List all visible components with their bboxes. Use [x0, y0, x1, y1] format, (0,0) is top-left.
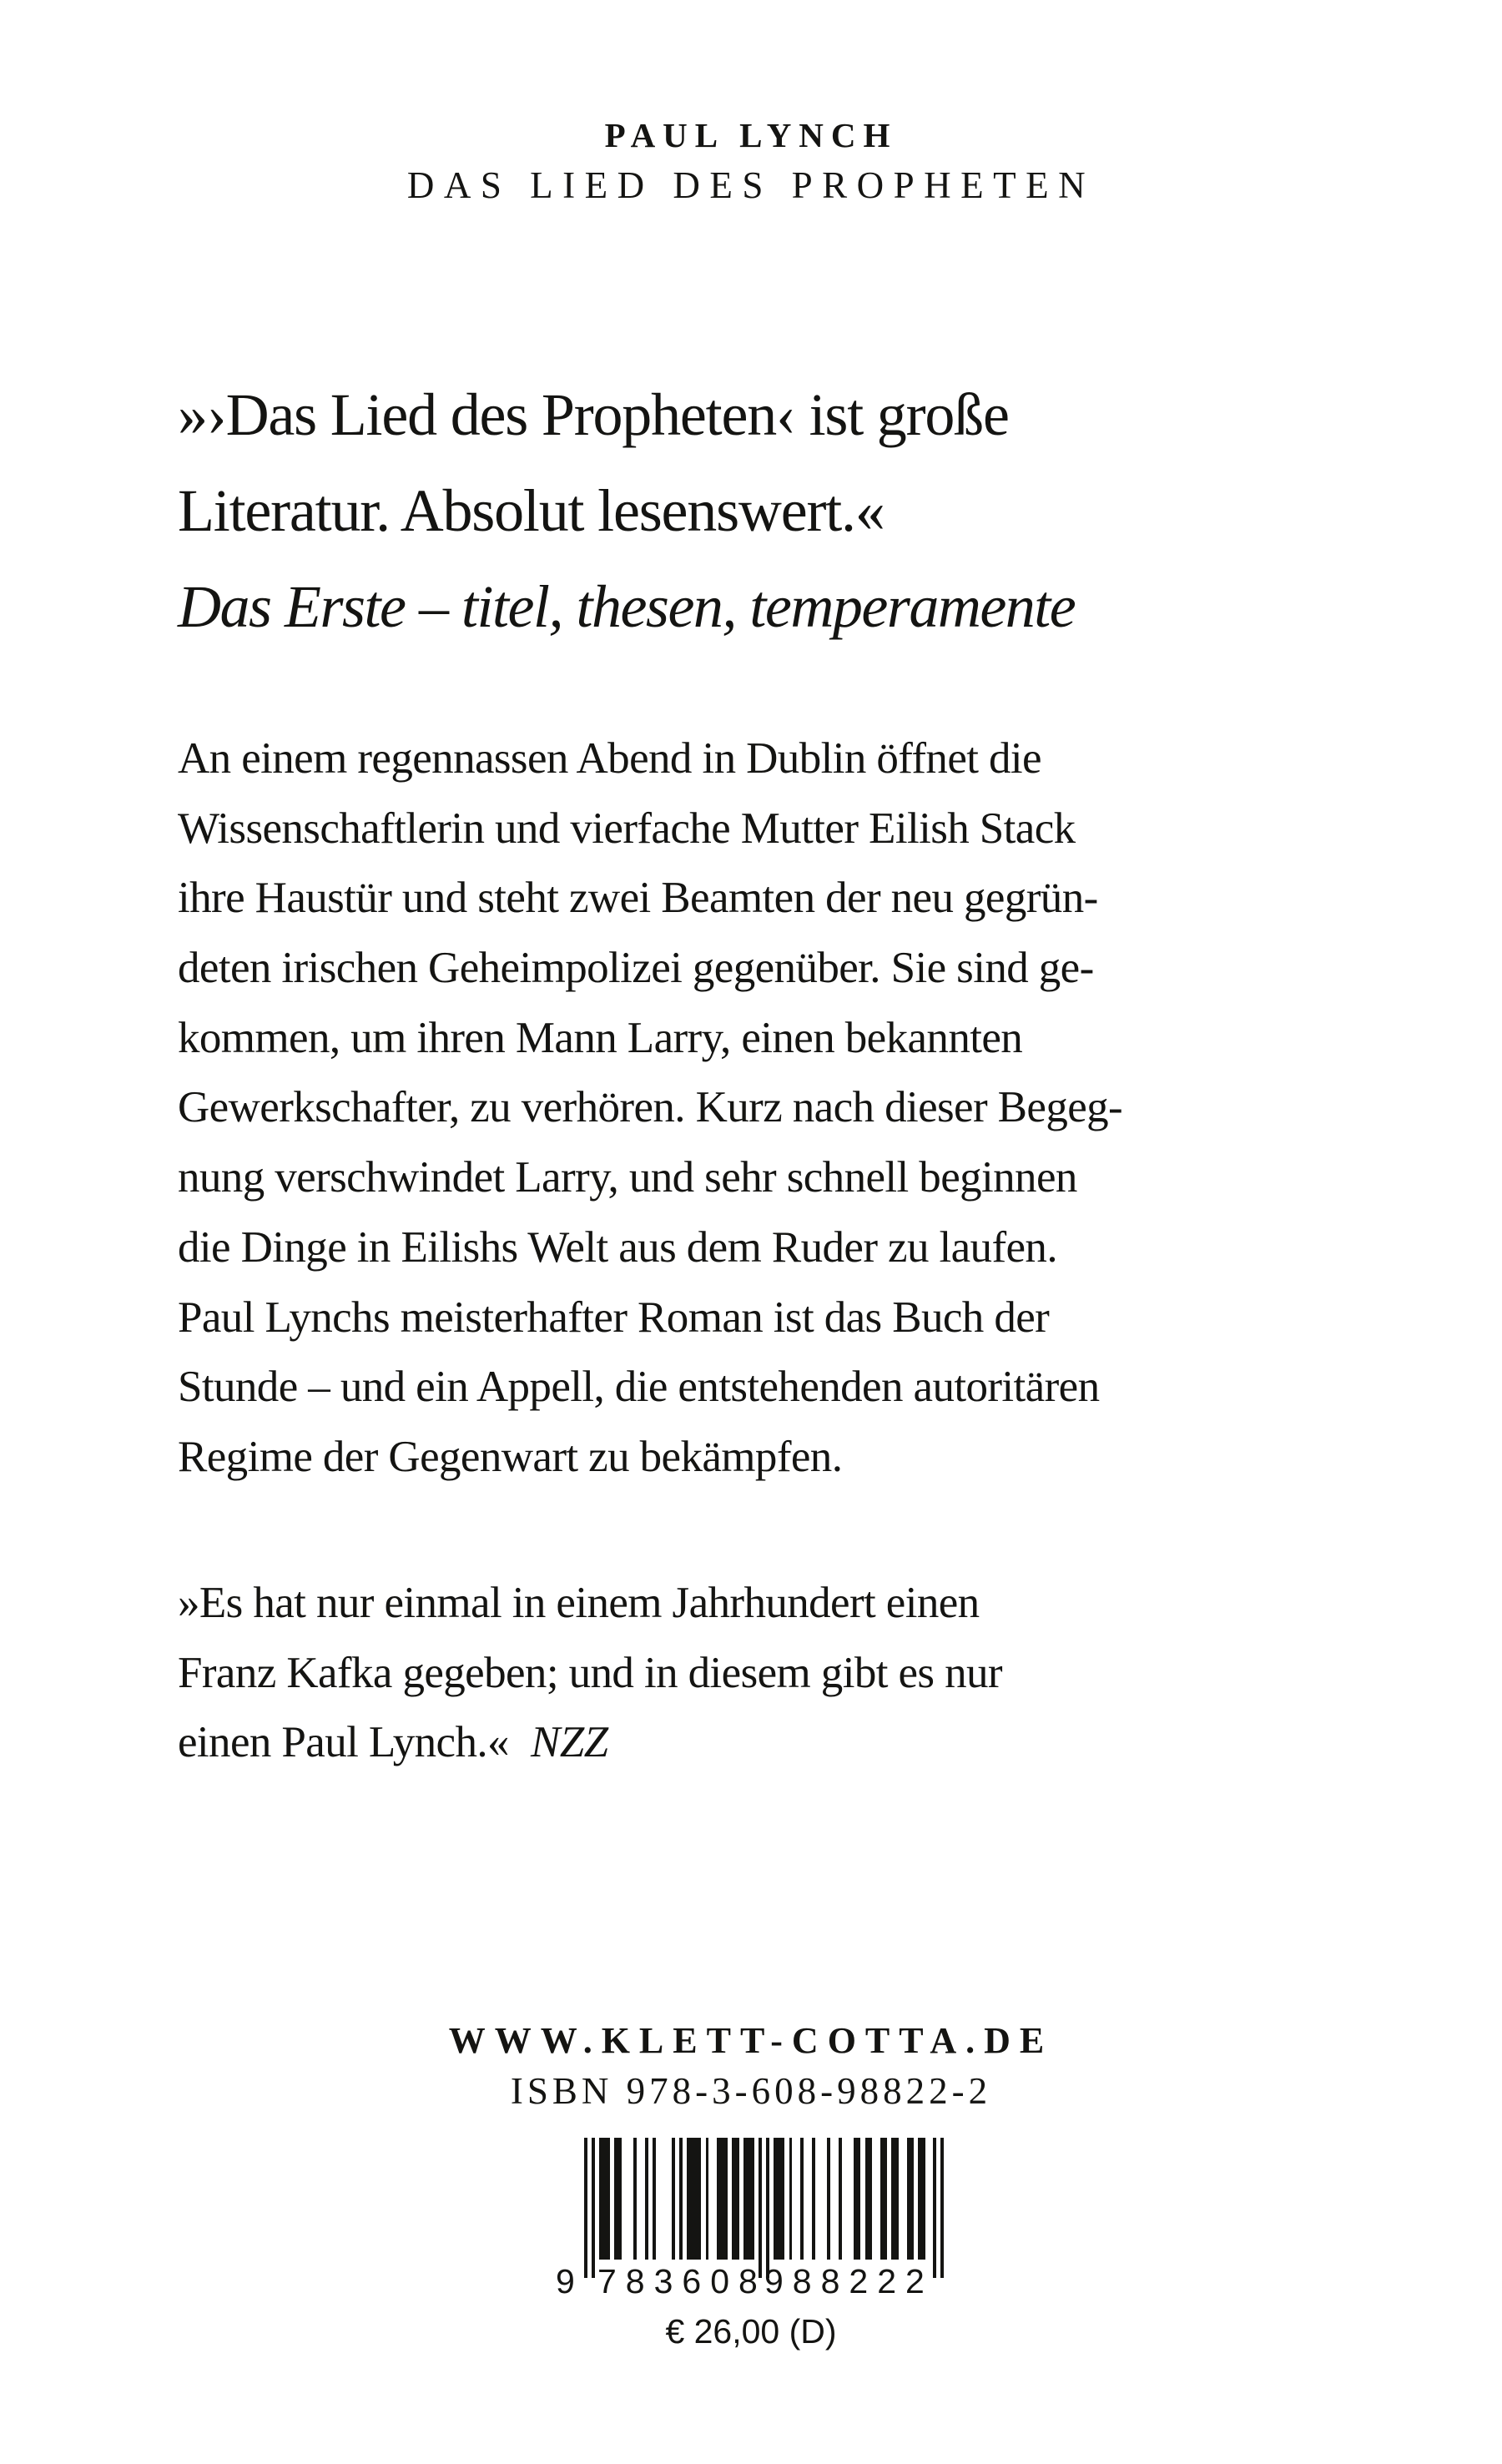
barcode-bar [839, 2138, 842, 2260]
synopsis-line: Wissenschaftlerin und vierfache Mutter Eilish Stack [178, 804, 1076, 853]
barcode-bar [789, 2138, 793, 2260]
price-label: € 26,00 (D) [665, 2312, 837, 2351]
barcode-bar [653, 2138, 656, 2260]
blurb-line: Literatur. Absolut lesenswert.« [178, 477, 885, 544]
barcode-bar [599, 2138, 610, 2260]
barcode-bar [717, 2138, 728, 2260]
synopsis-line: Gewerkschafter, zu verhören. Kurz nach dieser Begeg- [178, 1083, 1123, 1132]
barcode-bar [854, 2138, 860, 2260]
barcode-guard-bar [759, 2138, 762, 2278]
synopsis-line: die Dinge in Eilishs Welt aus dem Ruder zu laufen. [178, 1222, 1057, 1272]
barcode-bar [774, 2138, 784, 2260]
review-line: »Es hat nur einmal in einem Jahrhundert einen [178, 1579, 980, 1627]
barcode-bar [614, 2138, 621, 2260]
barcode-guard-bar [592, 2138, 595, 2278]
barcode-bars [584, 2138, 945, 2280]
synopsis-line: kommen, um ihren Mann Larry, einen bekannten [178, 1013, 1023, 1062]
isbn-number: ISBN 978-3-608-98822-2 [510, 2070, 992, 2112]
barcode-bar [865, 2138, 872, 2260]
review-line: Franz Kafka gegeben; und in diesem gibt es nur [178, 1648, 1002, 1697]
barcode-left-group: 783608 [597, 2262, 767, 2300]
ean-barcode [551, 2138, 951, 2305]
blurb-line: »›Das Lied des Propheten‹ ist große [178, 381, 1009, 448]
barcode-bar [687, 2138, 702, 2260]
barcode-guard-bar [584, 2138, 587, 2278]
synopsis-line: Paul Lynchs meisterhafter Roman ist das Buch der [178, 1292, 1050, 1342]
barcode-first-digit: 9 [556, 2262, 575, 2300]
barcode-bar [645, 2138, 648, 2260]
barcode-bar [907, 2138, 914, 2260]
barcode-bar [812, 2138, 815, 2260]
barcode-bar [800, 2138, 804, 2260]
blurb-source: Das Erste – titel, thesen, temperamente [178, 573, 1076, 640]
barcode-bar [706, 2138, 709, 2260]
synopsis-line: deten irischen Geheimpolizei gegenüber. Sie sind ge- [178, 944, 1094, 993]
synopsis-paragraph [178, 724, 1388, 1493]
barcode-bar [880, 2138, 887, 2260]
review-quote [178, 1569, 1388, 1778]
publisher-website: WWW.KLETT-COTTA.DE [448, 2020, 1054, 2061]
review-line-text: einen Paul Lynch.« [178, 1718, 509, 1767]
barcode-bar [633, 2138, 637, 2260]
barcode-bar [918, 2138, 925, 2260]
barcode-guard-bar [933, 2138, 936, 2278]
barcode-bar [672, 2138, 675, 2260]
synopsis-line: Regime der Gegenwart zu bekämpfen. [178, 1432, 843, 1481]
press-blurb [178, 367, 1388, 655]
synopsis-line: ihre Haustür und steht zwei Beamten der neu gegrün- [178, 874, 1098, 923]
barcode-bar [891, 2138, 898, 2260]
barcode-guard-bar [940, 2138, 944, 2278]
synopsis-line: Stunde – und ein Appell, die entstehenden autoritären [178, 1363, 1100, 1412]
review-line-last [178, 1708, 1388, 1778]
synopsis-line: nung verschwindet Larry, und sehr schnell beginnen [178, 1153, 1077, 1202]
barcode-right-group: 988222 [764, 2262, 934, 2300]
review-source: NZZ [530, 1718, 608, 1767]
barcode-bar [732, 2138, 738, 2260]
barcode-bar [827, 2138, 830, 2260]
barcode-bar [743, 2138, 754, 2260]
barcode-bar [679, 2138, 683, 2260]
barcode-guard-bar [766, 2138, 769, 2278]
synopsis-line: An einem regennassen Abend in Dublin öffnet die [178, 734, 1041, 783]
book-title: DAS LIED DES PROPHETEN [406, 164, 1096, 206]
author-name: PAUL LYNCH [604, 116, 898, 154]
